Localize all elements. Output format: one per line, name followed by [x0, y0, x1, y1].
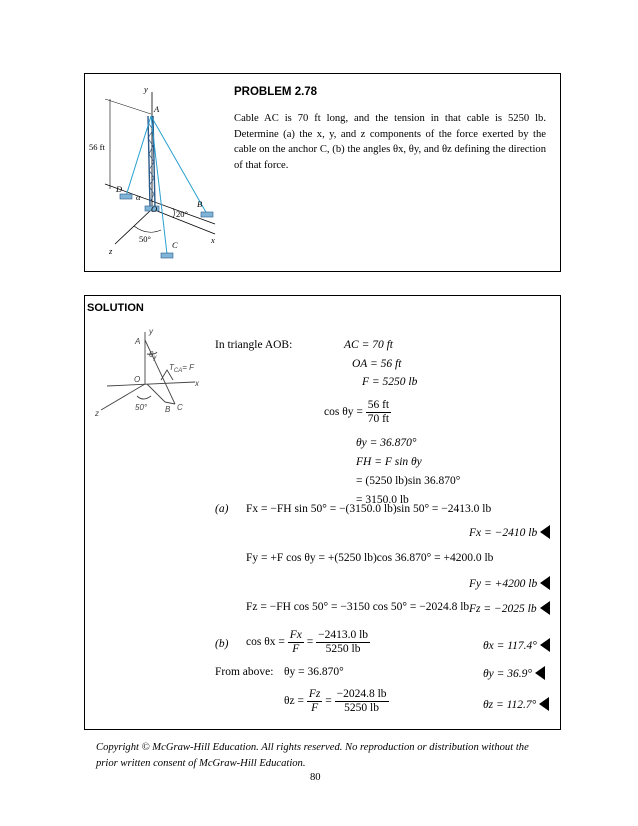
solution-sketch [87, 324, 212, 424]
label-y: y [144, 84, 148, 94]
mast-left [148, 116, 150, 207]
anchor-c [161, 253, 173, 258]
cable-ac [151, 116, 167, 254]
angle-50-arc [134, 226, 161, 232]
given-ac: AC = 70 ft [344, 339, 393, 351]
answer-marker-icon [539, 697, 549, 711]
sketch-label-x: x [195, 379, 199, 388]
label-c: C [172, 240, 178, 250]
answer-marker-icon [540, 525, 550, 539]
sketch-label-50: 50° [135, 403, 148, 412]
problem-title: PROBLEM 2.78 [234, 86, 318, 98]
cos-theta-x-eq: cos θx = $\frac{Fx}{F}$ = $\frac{-2413.0 lb}{5250 lb}$ [246, 629, 369, 655]
copyright-notice: Copyright © McGraw-Hill Education. All rights reserved. No reproduction or distribution without the prior written consent of McGraw-Hill Education. [96, 742, 529, 769]
label-d: D [116, 184, 123, 194]
fx-answer: Fx = −2410 lb [469, 525, 550, 539]
solution-heading: SOLUTION [87, 302, 144, 314]
solution-box [84, 295, 561, 730]
label-56ft: 56 ft [89, 142, 105, 152]
fz-answer: Fz = −2025 lb [469, 601, 550, 615]
theta-z-answer: θz = 112.7° [483, 697, 549, 711]
label-x: x [211, 235, 215, 245]
fy-answer: Fy = +4200 lb [469, 576, 550, 590]
sketch-label-tca: $T_{CA}= F$ [169, 363, 195, 374]
page-number: 80 [310, 772, 321, 783]
sketch-label-b: B [165, 405, 171, 414]
label-z: z [109, 246, 113, 256]
problem-box [84, 73, 561, 272]
solution-intro: In triangle AOB: [215, 339, 293, 351]
fh-def: FH = F sin θy [356, 456, 422, 468]
sketch-label-a: A [135, 337, 141, 346]
label-o: O [151, 204, 158, 214]
problem-text: Cable AC is 70 ft long, and the tension in that cable is 5250 lb. Determine (a) the x, y, and z components of the force exerted by the cable on the anchor C, (b) the angles θx, θy, and θz defining the direction of that force. [234, 113, 546, 171]
label-b: B [197, 199, 203, 209]
sketch-label-y: y [149, 327, 153, 336]
answer-marker-icon [540, 638, 550, 652]
label-20deg: 20° [176, 209, 188, 219]
cos-theta-y-eq [324, 399, 391, 426]
part-a-label: (a) [215, 503, 229, 515]
label-50deg: 50° [139, 234, 151, 244]
cos-theta-y-den: 70 ft [367, 413, 390, 425]
cos-theta-y-num: 56 ft [367, 399, 390, 411]
problem-figure [85, 74, 235, 269]
answer-marker-icon [540, 601, 550, 615]
answer-marker-icon [540, 576, 550, 590]
sketch-label-z: z [95, 409, 99, 418]
answer-marker-icon [535, 666, 545, 680]
part-b-label: (b) [215, 638, 229, 650]
sketch-label-c: C [177, 403, 183, 412]
given-f: F = 5250 lb [362, 376, 418, 388]
label-a: A [154, 104, 160, 114]
theta-x-answer: θx = 117.4° [483, 638, 550, 652]
anchor-d [120, 194, 132, 199]
fz-equation: Fz = −FH cos 50° = −3150 cos 50° = −2024.8 lb [246, 601, 470, 613]
given-oa: OA = 56 ft [352, 358, 402, 370]
fh-subst: = (5250 lb)sin 36.870° [356, 475, 461, 487]
cable-ad [126, 116, 151, 196]
fy-equation: Fy = +F cos θy = +(5250 lb)cos 36.870° = +4200.0 lb [246, 552, 494, 564]
fx-equation: Fx = −FH sin 50° = −(3150.0 lb)sin 50° = −2413.0 lb [246, 503, 492, 515]
sketch-label-theta: $\theta_y$ [149, 350, 157, 361]
theta-z-eq: θz = $\frac{Fz}{F}$ = $\frac{-2024.8 lb}{5250 lb}$ [284, 688, 387, 714]
theta-y-recall: θy = 36.870° [284, 666, 344, 678]
sketch-label-o: O [134, 375, 141, 384]
fh-result: = 3150.0 lb [356, 494, 409, 506]
theta-y-answer: θy = 36.9° [483, 666, 545, 680]
sketch-proj [147, 384, 165, 402]
theta-y-value: θy = 36.870° [356, 437, 417, 449]
anchor-b [201, 212, 213, 217]
from-above-label: From above: [215, 666, 274, 678]
sketch-x-axis [107, 382, 195, 386]
label-alpha: α [136, 192, 141, 202]
cos-theta-y-lhs: cos θy = [324, 406, 363, 419]
